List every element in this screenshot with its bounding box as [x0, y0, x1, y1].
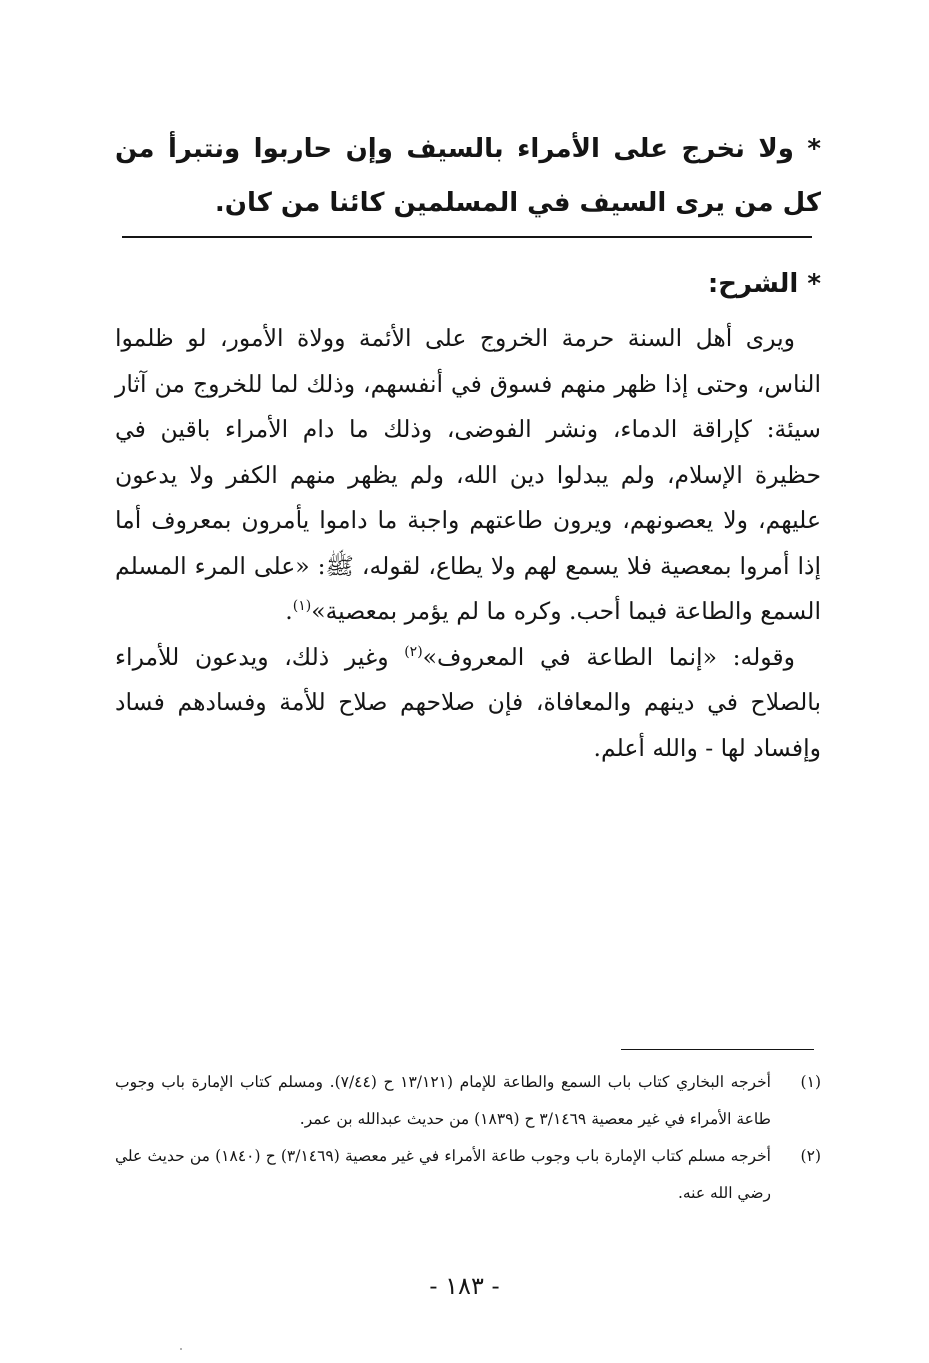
footnote-ref-1: (١)	[292, 598, 312, 615]
footnote-text: أخرجه البخاري كتاب باب السمع والطاعة للإمام (١٣/١٢١ ح (٧/٤٤). ومسلم كتاب الإمارة باب وجوب طاعة الأمراء في غير معصية ٣/١٤٦٩ ح (١٨٣٩) من حديث عبدالله بن عمر.	[115, 1073, 771, 1128]
matn-text	[115, 122, 821, 230]
scan-speck	[180, 1348, 182, 1350]
matn-paragraph: * ولا نخرج على الأمراء بالسيف وإن حاربوا ونتبرأ من كل من يرى السيف في المسلمين كائنا من كان.	[115, 134, 821, 218]
footnote-ref-2: (٢)	[404, 643, 423, 660]
paragraph-2-text: وقوله: «إنما الطاعة في المعروف»	[422, 642, 795, 671]
footnote-number: (١)	[800, 1073, 821, 1091]
footnote-item	[115, 1064, 821, 1138]
sharh-paragraph-2	[115, 635, 821, 772]
paragraph-1-text: ويرى أهل السنة حرمة الخروج على الأئمة وولاة الأمور، لو ظلموا الناس، وحتى إذا ظهر منهم فسوق في أنفسهم، وذلك لما للخروج من آثار سيئة: كإراقة الدماء، ونشر الفوضى، وذلك ما دام الأمراء باقين في حظيرة الإسلام، ولم يبدلوا دين الله، ولم يظهر منهم الكفر ولا يدعون عليهم، ولا يعصونهم، ويرون طاعتهم واجبة ما داموا يأمرون بمعروف أما إذا أمروا بمعصية فلا يسمع لهم ولا يطاع، لقوله، ﷺ: «على المرء المسلم السمع والطاعة فيما أحب. وكره ما لم يؤمر بمعصية»	[115, 324, 821, 625]
footnote-number: (٢)	[800, 1147, 821, 1165]
sharh-heading: * الشرح:	[707, 269, 821, 299]
sharh-body	[115, 316, 821, 771]
footnote-item	[115, 1138, 821, 1212]
paragraph-2-end: وغير ذلك، ويدعون للأمراء بالصلاح في دينهم والمعافاة، فإن صلاحهم صلاح للأمة وفسادهم فساد وإفساد لها - والله أعلم.	[115, 642, 821, 762]
sharh-paragraph-1	[115, 316, 821, 635]
page-number: - ١٨٣ -	[429, 1272, 500, 1300]
section-divider	[122, 236, 812, 238]
footnote-divider	[621, 1049, 814, 1050]
footnote-text: أخرجه مسلم كتاب الإمارة باب وجوب طاعة الأمراء في غير معصية (٣/١٤٦٩) ح (١٨٤٠) من حديث علي رضي الله عنه.	[115, 1147, 771, 1202]
footnotes	[115, 1064, 821, 1212]
paragraph-1-end: .	[285, 597, 293, 625]
